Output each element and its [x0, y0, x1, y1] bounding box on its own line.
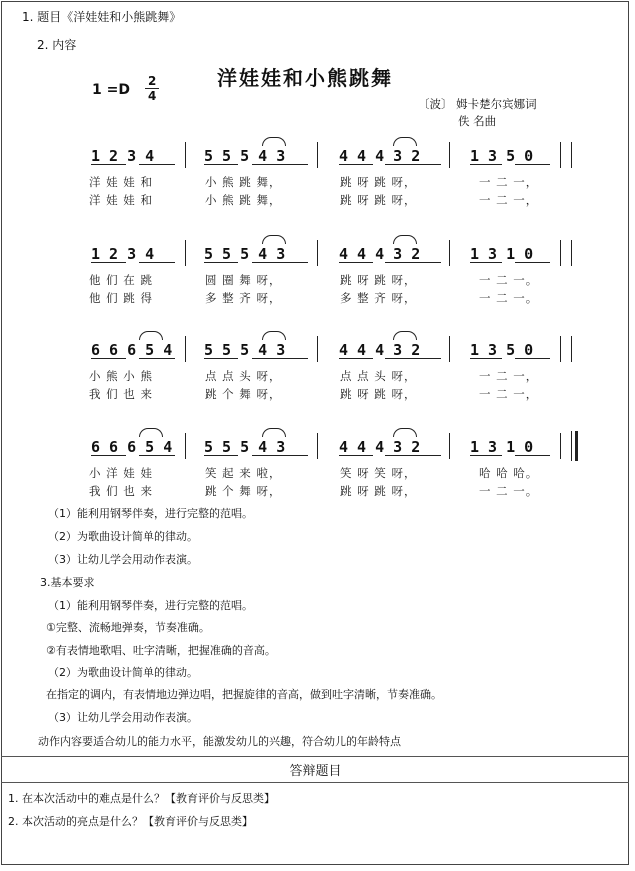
beat-underline: [91, 164, 126, 165]
measure-notes: 5 5 5 4 3: [204, 341, 286, 359]
measure-notes: 4 4 4 3 2: [339, 147, 421, 165]
lyric-line: 一 二 一。: [479, 273, 539, 287]
bar-line: [560, 240, 561, 266]
bar-line: [317, 240, 318, 266]
content-point: （2）为歌曲设计简单的律动。: [48, 530, 198, 543]
measure-notes: 1 2 3 4: [91, 147, 155, 165]
beat-underline: [339, 164, 373, 165]
bar-line: [185, 240, 186, 266]
lyric-line: 跳 呀 跳 呀，: [340, 387, 417, 401]
beat-underline: [252, 455, 308, 456]
divider: [1, 782, 629, 783]
song-key: 1 =D: [92, 82, 130, 98]
measure-notes: 1 3 5 0: [470, 341, 534, 359]
bar-line: [317, 433, 318, 459]
beat-underline: [339, 358, 373, 359]
slur-mark: [139, 428, 163, 437]
slur-mark: [262, 428, 286, 437]
slur-mark: [393, 235, 417, 244]
requirement-item: ②有表情地歌唱、吐字清晰，把握准确的音高。: [46, 644, 276, 657]
bar-line: [449, 433, 450, 459]
beat-underline: [515, 455, 550, 456]
bar-line: [560, 433, 561, 459]
lyric-line: 点 点 头 呀，: [340, 369, 417, 383]
slur-mark: [139, 331, 163, 340]
lyric-line: 小 洋 娃 娃: [89, 466, 153, 480]
lyric-line: 笑 呀 笑 呀，: [340, 466, 417, 480]
slur-mark: [262, 331, 286, 340]
measure-notes: 1 3 1 0: [470, 245, 534, 263]
slur-mark: [393, 137, 417, 146]
beat-underline: [91, 358, 126, 359]
score-row: [87, 142, 577, 168]
beat-underline: [252, 262, 308, 263]
lyric-line: 多 整 齐 呀，: [205, 291, 282, 305]
bar-line: [449, 336, 450, 362]
song-composer: 佚 名曲: [458, 114, 497, 128]
time-signature-top: 2: [148, 74, 157, 88]
beat-underline: [515, 164, 550, 165]
song-title: 洋娃娃和小熊跳舞: [217, 66, 393, 90]
requirement-item: 在指定的调内，有表情地边弹边唱，把握旋律的音高，做到吐字清晰，节奏准确。: [46, 688, 442, 701]
closing-note: 动作内容要适合幼儿的能力水平，能激发幼儿的兴趣，符合幼儿的年龄特点: [38, 735, 401, 748]
lyric-line: 多 整 齐 呀，: [340, 291, 417, 305]
divider: [1, 756, 629, 757]
requirement-item: ①完整、流畅地弹奏，节奏准确。: [46, 621, 210, 634]
measure-notes: 5 5 5 4 3: [204, 147, 286, 165]
content-point: （1）能利用钢琴伴奏，进行完整的范唱。: [48, 507, 253, 520]
slur-mark: [262, 235, 286, 244]
measure-notes: 6 6 6 5 4: [91, 341, 173, 359]
bar-line: [449, 142, 450, 168]
slur-mark: [393, 428, 417, 437]
requirement-item: （1）能利用钢琴伴奏，进行完整的范唱。: [48, 599, 253, 612]
beat-underline: [385, 262, 441, 263]
lyric-line: 一 二 一，: [479, 369, 539, 383]
lyric-line: 一 二 一，: [479, 387, 539, 401]
slur-mark: [262, 137, 286, 146]
measure-notes: 5 5 5 4 3: [204, 438, 286, 456]
measure-notes: 5 5 5 4 3: [204, 245, 286, 263]
lyric-line: 跳 呀 跳 呀，: [340, 273, 417, 287]
beat-underline: [515, 358, 550, 359]
content-point: （3）让幼儿学会用动作表演。: [48, 553, 198, 566]
lyric-line: 圆 圈 舞 呀，: [205, 273, 282, 287]
measure-notes: 4 4 4 3 2: [339, 438, 421, 456]
section-content-label: 2. 内容: [37, 38, 77, 52]
bar-line: [449, 240, 450, 266]
measure-notes: 1 3 1 0: [470, 438, 534, 456]
score-row: [87, 336, 577, 362]
measure-notes: 4 4 4 3 2: [339, 341, 421, 359]
section-requirements: 3.基本要求: [40, 576, 95, 589]
lyric-line: 洋 娃 娃 和: [89, 175, 153, 189]
beat-underline: [515, 262, 550, 263]
lyric-line: 跳 呀 跳 呀，: [340, 175, 417, 189]
beat-underline: [470, 455, 502, 456]
lyric-line: 小 熊 跳 舞，: [205, 175, 282, 189]
measure-notes: 1 3 5 0: [470, 147, 534, 165]
beat-underline: [139, 358, 175, 359]
defense-question: 2. 本次活动的亮点是什么？【教育评价与反思类】: [8, 815, 253, 828]
beat-underline: [252, 358, 308, 359]
score-row: [87, 240, 577, 266]
beat-underline: [139, 262, 175, 263]
bar-line: [560, 336, 561, 362]
lyric-line: 跳 呀 跳 呀，: [340, 193, 417, 207]
lyric-line: 小 熊 跳 舞，: [205, 193, 282, 207]
beat-underline: [204, 164, 238, 165]
measure-notes: 1 2 3 4: [91, 245, 155, 263]
section-title: 1. 题目《洋娃娃和小熊跳舞》: [22, 10, 182, 24]
lyric-line: 一 二 一，: [479, 175, 539, 189]
lyric-line: 我 们 也 来: [89, 484, 153, 498]
beat-underline: [139, 164, 175, 165]
bar-line: [185, 336, 186, 362]
requirement-item: （2）为歌曲设计简单的律动。: [48, 666, 198, 679]
bar-line: [185, 142, 186, 168]
lyric-line: 跳 个 舞 呀，: [205, 387, 282, 401]
beat-underline: [339, 455, 373, 456]
lyric-line: 我 们 也 来: [89, 387, 153, 401]
beat-underline: [339, 262, 373, 263]
beat-underline: [470, 262, 502, 263]
beat-underline: [252, 164, 308, 165]
lyric-line: 哈 哈 哈。: [479, 466, 539, 480]
bar-line: [571, 142, 572, 168]
lyric-line: 一 二 一。: [479, 291, 539, 305]
lyric-line: 跳 个 舞 呀，: [205, 484, 282, 498]
slur-mark: [393, 331, 417, 340]
lyric-line: 小 熊 小 熊: [89, 369, 153, 383]
beat-underline: [385, 455, 441, 456]
requirement-item: （3）让幼儿学会用动作表演。: [48, 711, 198, 724]
final-bar-line: [571, 431, 578, 461]
bar-line: [317, 336, 318, 362]
bar-line: [571, 240, 572, 266]
lyric-line: 笑 起 来 啦，: [205, 466, 282, 480]
measure-notes: 6 6 6 5 4: [91, 438, 173, 456]
beat-underline: [91, 455, 126, 456]
defense-header: 答辩题目: [289, 764, 342, 779]
beat-underline: [385, 358, 441, 359]
bar-line: [317, 142, 318, 168]
lyric-line: 一 二 一，: [479, 193, 539, 207]
score-row: [87, 433, 577, 459]
lyric-line: 他 们 跳 得: [89, 291, 153, 305]
beat-underline: [470, 358, 502, 359]
beat-underline: [139, 455, 175, 456]
bar-line: [185, 433, 186, 459]
beat-underline: [204, 358, 238, 359]
time-signature-bottom: 4: [148, 89, 157, 103]
beat-underline: [385, 164, 441, 165]
measure-notes: 4 4 4 3 2: [339, 245, 421, 263]
lyric-line: 他 们 在 跳: [89, 273, 153, 287]
beat-underline: [204, 262, 238, 263]
lyric-line: 洋 娃 娃 和: [89, 193, 153, 207]
song-lyricist: 〔波〕 姆卡楚尔宾娜词: [418, 97, 537, 111]
beat-underline: [470, 164, 502, 165]
bar-line: [571, 336, 572, 362]
beat-underline: [91, 262, 126, 263]
lyric-line: 一 二 一。: [479, 484, 539, 498]
lyric-line: 点 点 头 呀，: [205, 369, 282, 383]
beat-underline: [204, 455, 238, 456]
bar-line: [560, 142, 561, 168]
lyric-line: 跳 呀 跳 呀，: [340, 484, 417, 498]
defense-question: 1. 在本次活动中的难点是什么？【教育评价与反思类】: [8, 792, 275, 805]
